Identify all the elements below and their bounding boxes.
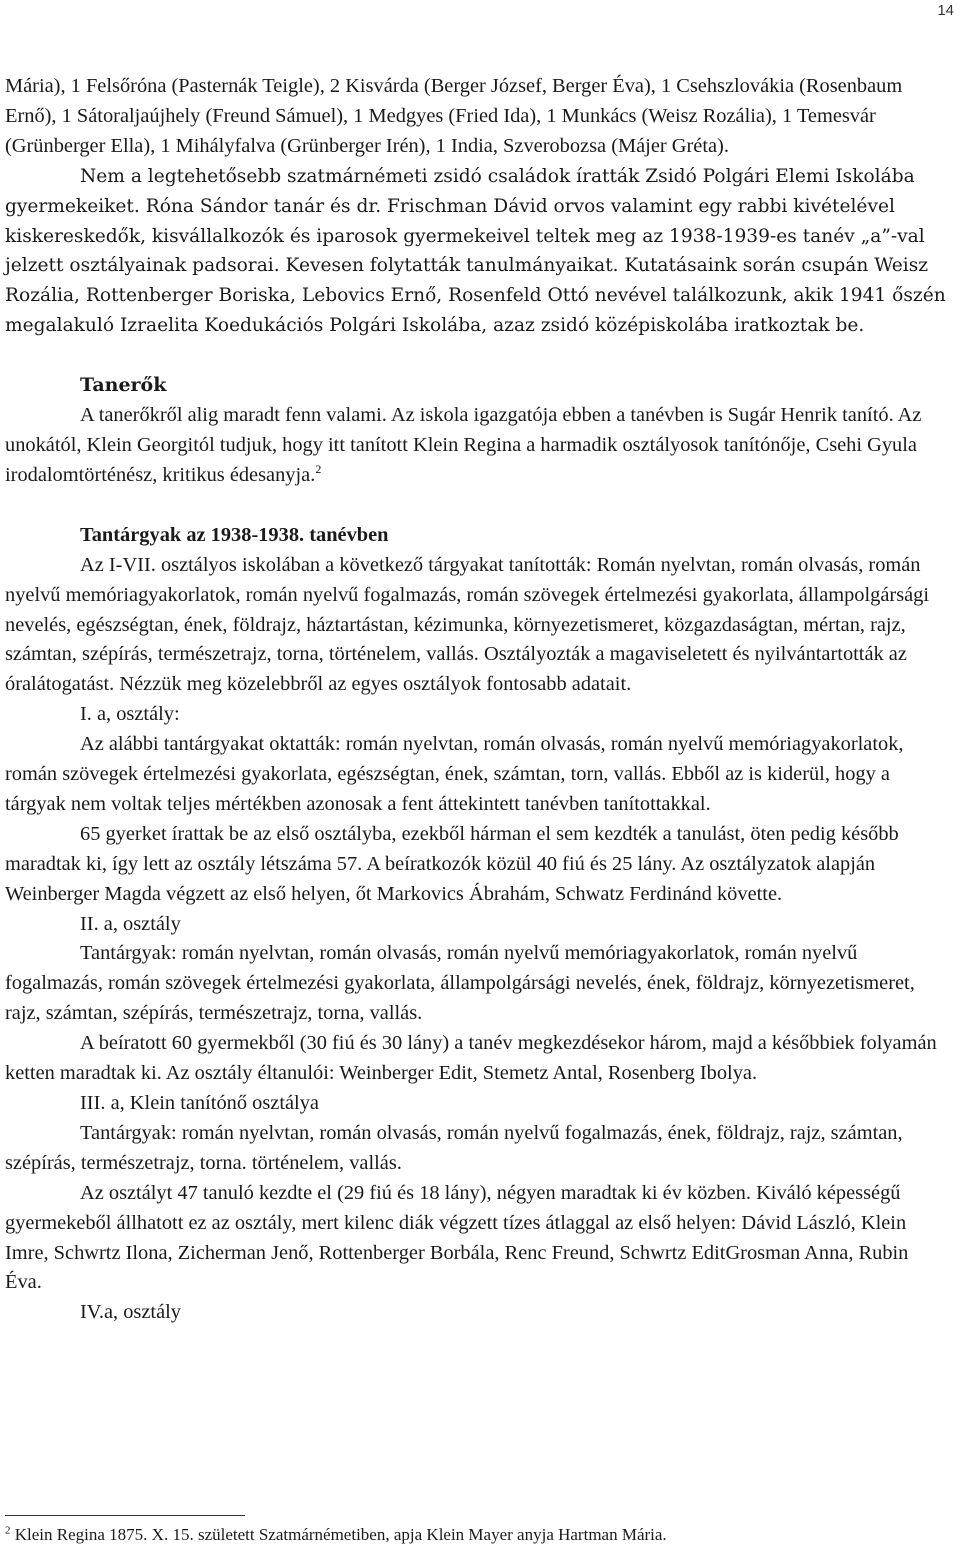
- paragraph-families: Nem a legtehetősebb szatmárnémeti zsidó családok íratták Zsidó Polgári Elemi Iskolába gyermekeiket. Róna Sándor tanár és dr. Frischman Dávid orvos valamint egy rabbi kivételével kiskereskedők, kisvállalkozók és iparosok gyermekeivel teltek meg az 1938-1939-es tanév „a”-val jelzett osztályainak padsorai. Kevesen folytatták tanulmányaikat. Kutatásaink során csupán Weisz Rozália, Rottenberger Boriska, Lebovics Ernő, Rosenfeld Ottó nevével találkozunk, akik 1941 őszén megalakuló Izraelita Koedukációs Polgári Iskolába, azaz zsidó középiskolába iratkoztak be.: [5, 165, 946, 337]
- page-number: 14: [937, 2, 954, 19]
- paragraph-class-1-students: 65 gyerket írattak be az első osztályba, ezekből hárman el sem kezdték a tanulást, öten pedig később maradtak ki, így lett az osztály létszáma 57. A beíratkozók közül 40 fiú és 25 lány. Az osztályzatok alapján Weinberger Magda végzett az első helyen, őt Markovics Ábrahám, Schwatz Ferdinánd követte.: [5, 822, 899, 905]
- paragraph-class-1-subjects: Az alábbi tantárgyakat oktatták: román nyelvtan, román olvasás, román nyelvű memóriagyakorlatok, román szövegek értelmezési gyakorlata, egészségtan, ének, számtan, torn, vallás. Ebből az is kiderül, hogy a tárgyak nem voltak teljes mértékben azonosak a fent áttekintett tanévben tanítottakkal.: [5, 733, 904, 815]
- class-3-title: III. a, Klein tanítónő osztálya: [80, 1092, 319, 1114]
- class-4-title: IV.a, osztály: [80, 1301, 181, 1324]
- paragraph-class-3-subjects: Tantárgyak: román nyelvtan, román olvasás, román nyelvű fogalmazás, ének, földrajz, rajz, számtan, szépírás, természetrajz, torna. történelem, vallás.: [5, 1121, 903, 1174]
- document-body: [5, 72, 950, 1328]
- paragraph-class-3-students: Az osztályt 47 tanuló kezdte el (29 fiú és 18 lány), négyen maradtak ki év közben. Kiváló képességű gyermekeből állhatott ez az osztály, mert kilenc diák végzett tízes átlaggal az első helyen: Dávid László, Klein Imre, Schwrtz Ilona, Zicherman Jenő, Rottenberger Borbála, Renc Freund, Schwrtz EditGrosman Anna, Rubin Éva.: [5, 1181, 909, 1294]
- paragraph-birthplaces: Mária), 1 Felsőróna (Pasternák Teigle), 2 Kisvárda (Berger József, Berger Éva), 1 Csehszlovákia (Rosenbaum Ernő), 1 Sátoraljaújhely (Freund Sámuel), 1 Medgyes (Fried Ida), 1 Munkács (Weisz Rozália), 1 Temesvár (Grünberger Ella), 1 Mihályfalva (Grünberger Irén), 1 India, Szverobozsa (Májer Gréta).: [5, 75, 903, 157]
- class-2-title: II. a, osztály: [80, 912, 181, 935]
- paragraph-subjects: Az I-VII. osztályos iskolában a következő tárgyakat tanították: Román nyelvtan, román olvasás, román nyelvű memóriagyakorlatok, román nyelvű fogalmazás, román szövegek értelmezési gyakorlata, állampolgársági nevelés, egészségtan, ének, földrajz, háztartástan, kézimunka, környezetismeret, közgazdaságtan, mértan, rajz, számtan, szépírás, természetrajz, torna, történelem, vallás. Osztályozták a magaviseletett és nyilvántartották az óralátogatást. Nézzük meg közelebbről az egyes osztályok fontosabb adatait.: [5, 553, 930, 696]
- paragraph-class-2-subjects: Tantárgyak: román nyelvtan, román olvasás, román nyelvű memóriagyakorlatok, román nyelvű fogalmazás, román szövegek értelmezési gyakorlata, állampolgársági nevelés, ének, földrajz, környezetismeret, rajz, számtan, szépírás, természetrajz, torna, vallás.: [5, 942, 915, 1025]
- footnote-mark: 2: [5, 1524, 11, 1537]
- footnote-divider: [5, 1515, 245, 1516]
- paragraph-class-2-students: A beíratott 60 gyermekből (30 fiú és 30 lány) a tanév megkezdésekor három, majd a későbbiek folyamán ketten maradtak ki. Az osztály éltanulói: Weinberger Edit, Stemetz Antal, Rosenberg Ibolya.: [5, 1032, 937, 1085]
- paragraph-teachers-text: A tanerőkről alig maradt fenn valami. Az iskola igazgatója ebben a tanévben is Sugár Henrik tanító. Az unokától, Klein Georgitól tudjuk, hogy itt tanított Klein Regina a harmadik osztályosok tanítónője, Csehi Gyula irodalomtörténész, kritikus édesanyja.: [5, 404, 922, 486]
- class-1-title: I. a, osztály:: [80, 703, 180, 726]
- heading-subjects: Tantárgyak az 1938-1938. tanévben: [80, 523, 389, 546]
- heading-tanerok: Tanerők: [80, 374, 167, 397]
- paragraph-teachers: [5, 401, 950, 491]
- footnote-text: Klein Regina 1875. X. 15. született Szatmárnémetiben, apja Klein Mayer anyja Hartman Mária.: [10, 1525, 667, 1544]
- footnote: [5, 1524, 950, 1546]
- footnote-reference: 2: [315, 462, 322, 477]
